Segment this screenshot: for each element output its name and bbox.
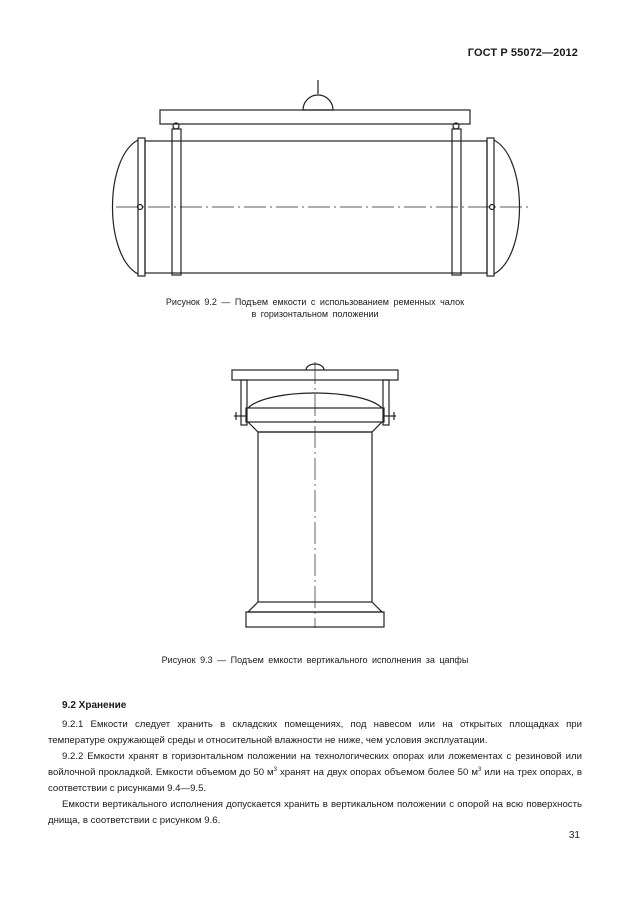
- caption-line-1: Рисунок 9.2 — Подъем емкости с использованием ременных чалок: [165, 297, 465, 307]
- section-title: 9.2 Хранение: [62, 700, 127, 711]
- p2-sup-2: 3: [477, 767, 482, 773]
- p2-sup-1: 3: [273, 767, 277, 773]
- figure-9-3-caption: Рисунок 9.3 — Подъем емкости вертикального исполнения за цапфы: [161, 655, 469, 665]
- sling-right: [452, 129, 461, 275]
- horizontal-vessel-drawing: [0, 78, 630, 288]
- paragraph-vertical-storage: Емкости вертикального исполнения допускается хранить в вертикальном положении с опорой на всю поверхность днища, в соответствии с рисунком 9.6.: [48, 799, 582, 826]
- document-standard-header: ГОСТ Р 55072—2012: [467, 47, 578, 59]
- sling-left: [172, 129, 181, 275]
- caption-line-2: в горизонтальном положении: [251, 309, 379, 319]
- figure-9-3-drawing: [0, 360, 630, 635]
- p2-part-c: или на трех опорах, в соответствии с рисунками 9.4—9.5.: [48, 767, 582, 794]
- page-number: 31: [568, 830, 580, 841]
- paragraph-9-2-1: 9.2.1 Емкости следует хранить в складских помещениях, под навесом или на открытых площадках при температуре окружающей среды и относительной влажности не ниже, чем условия эксплуатации.: [48, 719, 582, 746]
- section-body: [48, 717, 582, 829]
- p2-part-a: 9.2.2 Емкости хранят в горизонтальном положении на технологических опорах или ложементах с резиновой или войлочной прокладкой. Емкости объемом до 50 м: [48, 751, 582, 778]
- paragraph-9-2-2: [48, 749, 582, 797]
- p2-part-b: хранят на двух опорах объемом более 50 м: [276, 767, 478, 778]
- hook-dome: [303, 95, 333, 110]
- figure-9-2-caption: [0, 296, 630, 320]
- figure-9-2-drawing: [0, 78, 630, 288]
- vertical-vessel-drawing: [0, 360, 630, 635]
- lifting-beam: [160, 110, 470, 124]
